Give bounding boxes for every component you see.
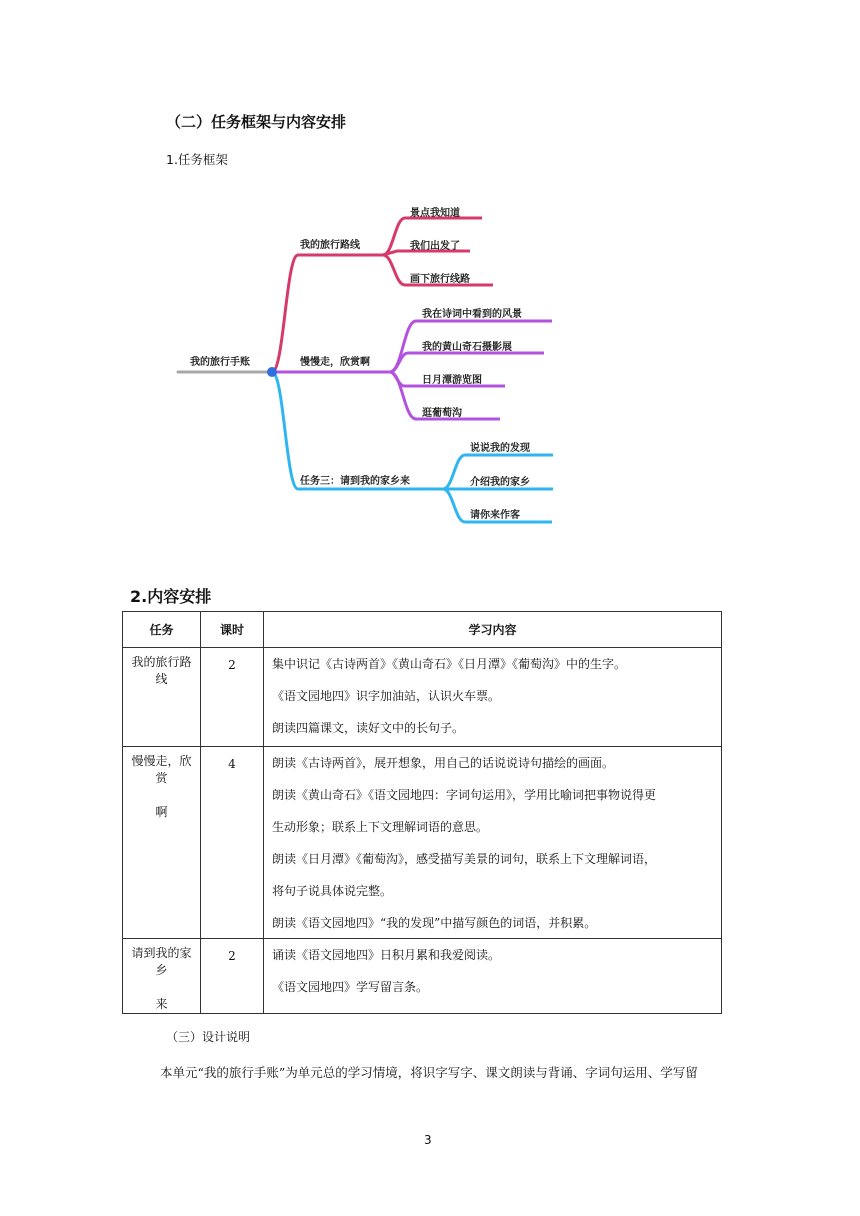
task-cell <box>123 939 201 1014</box>
content-cell <box>264 939 722 1014</box>
branch-3-item: 介绍我的家乡 <box>470 477 530 488</box>
mindmap-root: 我的旅行手账 <box>190 357 250 368</box>
task-text: 请到我的家乡 <box>131 946 192 977</box>
framework-subheading: 1.任务框架 <box>166 152 228 167</box>
task-text: 我的旅行路线 <box>131 655 192 686</box>
content-cell <box>264 747 722 939</box>
branch-1-label: 我的旅行路线 <box>300 240 360 251</box>
table-row <box>123 747 722 939</box>
hours-cell: 2 <box>201 648 264 747</box>
header-hours: 课时 <box>201 612 264 648</box>
task-text: 来 <box>155 997 168 1011</box>
branch-2-item: 我在诗词中看到的风景 <box>422 309 522 320</box>
branch-2-item: 日月潭游览图 <box>422 375 482 386</box>
branch-3-item: 请你来作客 <box>470 510 520 521</box>
content-line: 朗读《语文园地四》“我的发现”中描写颜色的词语，并积累。 <box>272 916 597 930</box>
content-line: 朗读《古诗两首》，展开想象，用自己的话说说诗句描绘的画面。 <box>272 756 615 770</box>
branch-3-label: 任务三：请到我的家乡来 <box>300 476 410 487</box>
content-line: 将句子说具体说完整。 <box>272 884 393 898</box>
task-cell <box>123 747 201 939</box>
branch-2-item: 逛葡萄沟 <box>422 408 462 419</box>
content-line: 朗读《日月潭》《葡萄沟》，感受描写美景的词句，联系上下文理解词语， <box>272 852 657 866</box>
branch-1-item: 画下旅行线路 <box>410 274 470 285</box>
content-cell <box>264 648 722 747</box>
task-text: 啊 <box>155 805 168 819</box>
branch-2-child-2 <box>390 353 544 372</box>
hours-cell: 2 <box>201 939 264 1014</box>
branch-1-item: 景点我知道 <box>410 208 460 219</box>
design-paragraph: 本单元“我的旅行手账”为单元总的学习情境，将识字写字、课文朗读与背诵、字词句运用、学写留 <box>160 1065 698 1080</box>
content-line: 《语文园地四》识字加油站，认识火车票。 <box>272 689 501 703</box>
content-line: 《语文园地四》学写留言条。 <box>272 980 429 994</box>
mindmap <box>0 0 860 560</box>
content-line: 朗读四篇课文，读好文中的长句子。 <box>272 721 465 735</box>
design-heading: （三）设计说明 <box>166 1030 251 1044</box>
table-row <box>123 648 722 747</box>
content-line: 朗读《黄山奇石》《语文园地四：字词句运用》，学用比喻词把事物说得更 <box>272 788 657 802</box>
center-dot <box>267 367 277 377</box>
header-task: 任务 <box>123 612 201 648</box>
page-number: 3 <box>424 1133 432 1147</box>
task-text: 慢慢走，欣赏 <box>131 754 192 785</box>
branch-2-label: 慢慢走，欣赏啊 <box>300 357 370 368</box>
content-line: 诵读《语文园地四》日积月累和我爱阅读。 <box>272 948 501 962</box>
branch-3-item: 说说我的发现 <box>470 443 530 454</box>
header-content: 学习内容 <box>264 612 722 648</box>
section-heading: （二）任务框架与内容安排 <box>166 113 347 131</box>
content-heading: 2.内容安排 <box>130 587 212 606</box>
content-line: 生动形象；联系上下文理解词语的意思。 <box>272 820 489 834</box>
hours-cell: 4 <box>201 747 264 939</box>
content-line: 集中识记《古诗两首》《黄山奇石》《日月潭》《葡萄沟》中的生字。 <box>272 657 627 671</box>
table-header-row <box>123 612 722 648</box>
task-cell <box>123 648 201 747</box>
content-table <box>122 611 722 1014</box>
table-row <box>123 939 722 1014</box>
branch-2-item: 我的黄山奇石摄影展 <box>422 342 512 353</box>
branch-1-item: 我们出发了 <box>410 241 460 252</box>
